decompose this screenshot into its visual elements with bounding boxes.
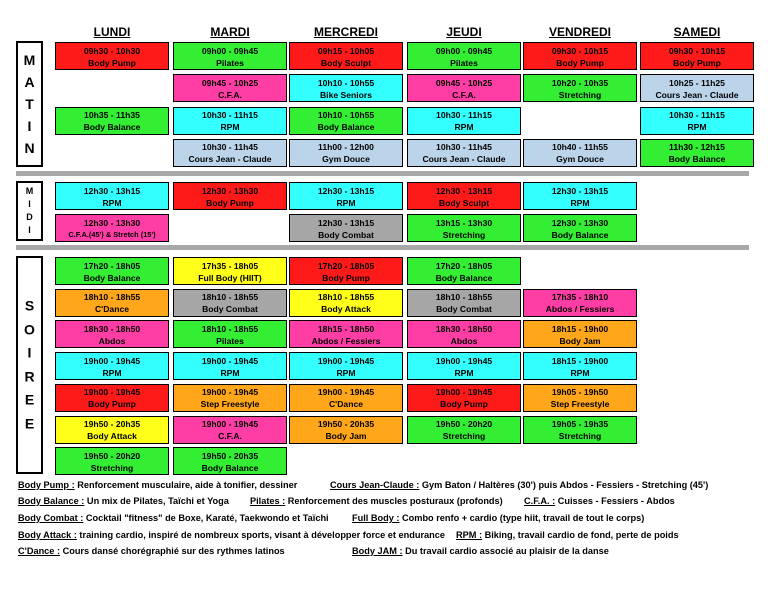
class-slot <box>407 416 521 444</box>
class-name: Body Balance <box>201 462 259 473</box>
class-name: C'Dance <box>94 304 130 315</box>
class-slot <box>523 320 637 348</box>
class-time: 10h30 - 11h45 <box>436 142 492 153</box>
class-time: 12h30 - 13h15 <box>551 185 609 196</box>
period-letter: I <box>28 199 31 209</box>
class-name: Body Balance <box>83 122 141 133</box>
class-slot <box>640 74 754 102</box>
class-name: Body Balance <box>668 154 726 165</box>
legend-description: Cuisses - Fessiers - Abdos <box>555 496 675 506</box>
class-slot <box>523 214 637 242</box>
class-time: 19h50 - 20h35 <box>317 419 375 429</box>
class-slot <box>407 384 521 412</box>
class-name: Body Balance <box>317 122 375 133</box>
class-slot <box>289 320 403 348</box>
class-name: Bike Seniors <box>319 89 373 100</box>
class-name: Body Balance <box>435 272 493 283</box>
class-time: 09h45 - 10h25 <box>201 77 259 88</box>
class-slot <box>523 352 637 380</box>
legend-key: C.F.A. : <box>524 496 556 506</box>
class-time: 09h30 - 10h15 <box>551 45 609 56</box>
legend-entry <box>524 496 675 506</box>
class-time: 18h15 - 19h00 <box>551 355 609 366</box>
class-name: RPM <box>687 122 707 133</box>
class-slot <box>289 107 403 135</box>
legend-entry <box>18 513 329 523</box>
class-name: Pilates <box>216 335 244 346</box>
period-letter: M <box>25 186 34 196</box>
class-name: Body Balance <box>83 272 141 283</box>
class-time: 19h00 - 19h45 <box>201 387 259 398</box>
class-name: Abdos / Fessiers <box>311 335 381 346</box>
legend-description: Biking, travail cardio de fond, perte de poids <box>482 530 679 540</box>
class-time: 19h50 - 20h20 <box>435 419 493 429</box>
class-time: 10h30 - 11h15 <box>669 110 725 121</box>
legend-key: RPM : <box>456 530 483 540</box>
class-name: Body Jam <box>559 335 601 346</box>
class-name: Step Freestyle <box>200 399 260 410</box>
class-time: 17h20 - 18h05 <box>435 260 493 271</box>
class-slot <box>407 107 521 135</box>
class-slot <box>55 384 169 412</box>
class-time: 18h10 - 18h55 <box>435 292 493 303</box>
class-slot <box>55 416 169 444</box>
class-time: 17h35 - 18h05 <box>201 260 259 271</box>
class-name: C'Dance <box>328 399 364 410</box>
legend-description: Gym Baton / Haltères (30') puis Abdos - Fessiers - Stretching (45') <box>419 480 709 490</box>
class-time: 10h30 - 11h45 <box>202 142 258 153</box>
class-time: 10h30 - 11h15 <box>436 110 492 121</box>
class-slot <box>173 74 287 102</box>
class-name: C.F.A. <box>452 89 476 100</box>
class-time: 19h00 - 19h45 <box>317 355 375 366</box>
class-time: 09h00 - 09h45 <box>435 45 493 56</box>
legend-key: Body JAM : <box>352 546 403 556</box>
legend-key: Pilates : <box>250 496 286 506</box>
period-letter: A <box>24 74 35 90</box>
class-slot <box>407 42 521 70</box>
class-slot <box>55 107 169 135</box>
class-slot <box>289 384 403 412</box>
class-name: Abdos <box>98 335 126 346</box>
class-slot <box>173 384 287 412</box>
class-name: Stretching <box>558 89 602 100</box>
class-slot <box>407 74 521 102</box>
class-time: 12h30 - 13h30 <box>83 217 141 228</box>
legend-description: Cours dansé chorégraphié sur des rythmes latinos <box>60 546 285 556</box>
period-letter: E <box>24 391 35 408</box>
class-name: Body Pump <box>556 57 604 68</box>
legend-entry <box>330 480 708 490</box>
legend-description: Renforcement musculaire, aide à tonifier, dessiner <box>74 480 298 490</box>
class-time: 11h00 - 12h00 <box>318 142 374 153</box>
class-name: Body Pump <box>322 272 370 283</box>
class-slot <box>173 257 287 285</box>
day-header-jeudi: JEUDI <box>446 25 482 39</box>
class-time: 19h50 - 20h20 <box>83 450 141 461</box>
class-time: 11h30 - 12h15 <box>669 142 725 153</box>
class-slot <box>173 139 287 167</box>
period-letter: N <box>24 140 35 156</box>
period-letter: R <box>24 368 35 384</box>
class-slot <box>173 42 287 70</box>
class-time: 18h15 - 19h00 <box>551 323 609 334</box>
class-time: 19h50 - 20h35 <box>201 450 259 461</box>
class-time: 17h20 - 18h05 <box>317 260 375 271</box>
class-slot <box>407 352 521 380</box>
legend-entry <box>18 480 297 490</box>
legend-key: Body Balance : <box>18 496 85 506</box>
class-slot <box>289 214 403 242</box>
class-time: 10h25 - 11h25 <box>669 77 725 88</box>
legend-key: Full Body : <box>352 513 400 523</box>
class-time: 09h30 - 10h30 <box>83 45 141 56</box>
legend-entry <box>352 546 609 556</box>
day-header-vendredi: VENDREDI <box>548 25 611 39</box>
period-letter: E <box>24 415 35 431</box>
class-time: 19h00 - 19h45 <box>317 387 375 398</box>
class-slot <box>55 320 169 348</box>
class-name: RPM <box>454 367 474 378</box>
class-slot <box>289 182 403 210</box>
class-time: 13h15 - 13h30 <box>435 217 493 228</box>
class-slot <box>523 74 637 102</box>
legend-description: Cocktail "fitness" de Boxe, Karaté, Taekwondo et Taïchi <box>83 513 329 523</box>
separator-matin-midi <box>16 171 749 176</box>
period-letter: I <box>27 344 32 361</box>
class-slot <box>173 182 287 210</box>
day-header-mardi: MARDI <box>210 25 250 39</box>
class-name: Body Pump <box>673 57 721 68</box>
class-time: 17h20 - 18h05 <box>83 260 141 271</box>
class-name: Body Attack <box>87 431 137 441</box>
class-name: Cours Jean - Claude <box>422 154 506 165</box>
class-time: 18h15 - 18h50 <box>317 323 375 334</box>
class-time: 18h30 - 18h50 <box>83 323 141 334</box>
class-name: Body Attack <box>321 304 371 315</box>
class-name: Abdos <box>450 335 478 346</box>
legend-description: Renforcement des muscles posturaux (profonds) <box>285 496 503 506</box>
class-time: 19h00 - 19h45 <box>201 419 259 429</box>
class-name: Body Combat <box>318 229 374 240</box>
legend-entry <box>352 513 644 523</box>
period-soiree-label <box>18 295 41 436</box>
class-name: Step Freestyle <box>550 399 610 410</box>
period-letter: T <box>25 96 34 112</box>
class-slot <box>640 107 754 135</box>
class-slot <box>289 289 403 317</box>
class-name: Body Combat <box>436 304 492 315</box>
class-time: 12h30 - 13h15 <box>317 185 375 196</box>
class-slot <box>407 257 521 285</box>
class-name: RPM <box>336 197 356 208</box>
class-name: Gym Douce <box>322 154 370 165</box>
class-name: Body Pump <box>88 399 136 410</box>
legend-key: Body Attack : <box>18 530 77 540</box>
period-midi-label <box>18 185 41 237</box>
class-name: Cours Jean - Claude <box>188 154 272 165</box>
class-name: Body Sculpt <box>438 197 490 208</box>
period-letter: I <box>28 225 31 235</box>
class-name: Body Combat <box>202 304 258 315</box>
class-name: RPM <box>102 367 122 378</box>
class-slot <box>173 320 287 348</box>
class-name: RPM <box>570 367 590 378</box>
legend-key: Body Pump : <box>18 480 75 490</box>
class-time: 19h00 - 19h45 <box>201 355 259 366</box>
period-letter: M <box>23 52 36 68</box>
class-slot <box>289 416 403 444</box>
class-time: 19h00 - 19h45 <box>435 387 493 398</box>
class-slot <box>407 139 521 167</box>
class-slot <box>640 139 754 167</box>
class-name: RPM <box>102 197 122 208</box>
class-slot <box>173 352 287 380</box>
day-header-lundi: LUNDI <box>93 25 131 39</box>
period-matin <box>16 41 43 167</box>
class-name: Stretching <box>442 229 486 240</box>
class-name: Body Balance <box>551 229 609 240</box>
class-name: Stretching <box>442 431 486 441</box>
class-slot <box>55 214 169 242</box>
day-header-mercredi: MERCREDI <box>313 25 378 39</box>
legend-entry <box>250 496 503 506</box>
class-name: Body Jam <box>325 431 367 441</box>
legend-description: Du travail cardio associé au plaisir de la danse <box>402 546 609 556</box>
class-slot <box>523 182 637 210</box>
class-time: 10h30 - 11h15 <box>202 110 258 121</box>
class-name: Body Sculpt <box>320 57 372 68</box>
class-slot <box>173 289 287 317</box>
legend-entry <box>18 530 445 540</box>
class-slot <box>523 289 637 317</box>
legend-entry <box>18 496 229 506</box>
class-slot <box>407 214 521 242</box>
class-slot <box>407 182 521 210</box>
class-slot <box>289 74 403 102</box>
class-time: 09h30 - 10h15 <box>668 45 726 56</box>
period-soiree <box>16 256 43 474</box>
class-time: 09h15 - 10h05 <box>317 45 375 56</box>
class-time: 10h40 - 11h55 <box>552 142 608 153</box>
class-time: 18h10 - 18h55 <box>317 292 375 303</box>
class-name: RPM <box>336 367 356 378</box>
class-time: 09h00 - 09h45 <box>201 45 259 56</box>
class-time: 18h30 - 18h50 <box>435 323 493 334</box>
class-slot <box>523 42 637 70</box>
class-name: Full Body (HIIT) <box>198 272 262 283</box>
class-name: RPM <box>220 122 240 133</box>
class-time: 18h10 - 18h55 <box>83 292 141 303</box>
class-name: Gym Douce <box>556 154 604 165</box>
class-slot <box>55 42 169 70</box>
class-time: 12h30 - 13h15 <box>83 185 141 196</box>
class-name: Body Pump <box>440 399 488 410</box>
separator-midi-soiree <box>16 245 749 250</box>
class-time: 18h10 - 18h55 <box>201 292 259 303</box>
class-name: Body Pump <box>206 197 254 208</box>
class-time: 10h20 - 10h35 <box>551 77 609 88</box>
class-time: 12h30 - 13h30 <box>201 185 259 196</box>
class-time: 12h30 - 13h15 <box>435 185 493 196</box>
legend-key: C'Dance : <box>18 546 61 556</box>
period-letter: O <box>24 321 35 337</box>
class-name: Cours Jean - Claude <box>655 89 739 100</box>
legend-key: Cours Jean-Claude : <box>330 480 420 490</box>
class-slot <box>55 182 169 210</box>
class-slot <box>55 352 169 380</box>
class-time: 19h05 - 19h50 <box>551 387 609 398</box>
legend-description: Combo renfo + cardio (type hiit, travail de tout le corps) <box>399 513 645 523</box>
class-name: C.F.A.(45') & Stretch (15') <box>68 229 156 239</box>
class-time: 18h10 - 18h55 <box>201 323 259 334</box>
class-time: 12h30 - 13h30 <box>551 217 609 228</box>
class-time: 10h10 - 10h55 <box>317 110 375 121</box>
period-matin-label <box>18 49 41 159</box>
class-slot <box>289 139 403 167</box>
class-time: 19h00 - 19h45 <box>83 387 141 398</box>
class-time: 09h45 - 10h25 <box>435 77 493 88</box>
class-time: 19h05 - 19h35 <box>551 419 609 429</box>
legend-entry <box>18 546 285 556</box>
class-name: RPM <box>454 122 474 133</box>
class-name: Abdos / Fessiers <box>545 304 615 315</box>
class-slot <box>55 257 169 285</box>
class-name: C.F.A. <box>218 89 242 100</box>
legend-description: training cardio, inspiré de nombreux sports, visant à développer force et endurance <box>76 530 445 540</box>
class-slot <box>173 416 287 444</box>
class-slot <box>173 447 287 475</box>
legend-description: Un mix de Pilates, Taïchi et Yoga <box>84 496 229 506</box>
class-name: Body Pump <box>88 57 136 68</box>
class-slot <box>640 42 754 70</box>
class-slot <box>407 289 521 317</box>
class-slot <box>289 352 403 380</box>
class-slot <box>407 320 521 348</box>
class-slot <box>523 139 637 167</box>
day-header-samedi: SAMEDI <box>673 25 721 39</box>
class-slot <box>55 447 169 475</box>
class-slot <box>523 384 637 412</box>
class-name: Pilates <box>450 57 478 68</box>
class-name: Stretching <box>90 462 134 473</box>
class-slot <box>173 107 287 135</box>
class-time: 19h00 - 19h45 <box>435 355 493 366</box>
class-slot <box>523 416 637 444</box>
class-name: C.F.A. <box>218 431 242 441</box>
class-name: Stretching <box>558 431 602 441</box>
legend-entry <box>456 530 679 540</box>
class-name: Pilates <box>216 57 244 68</box>
class-slot <box>55 289 169 317</box>
period-letter: D <box>26 212 33 222</box>
period-letter: S <box>24 297 35 314</box>
class-time: 10h10 - 10h55 <box>317 77 375 88</box>
class-time: 12h30 - 13h15 <box>317 217 375 228</box>
class-time: 19h00 - 19h45 <box>83 355 141 366</box>
class-time: 19h50 - 20h35 <box>83 419 141 429</box>
class-name: RPM <box>570 197 590 208</box>
period-midi <box>16 181 43 241</box>
class-slot <box>289 42 403 70</box>
legend-key: Body Combat : <box>18 513 84 523</box>
class-slot <box>289 257 403 285</box>
class-time: 10h35 - 11h35 <box>84 110 140 121</box>
period-letter: I <box>27 118 32 134</box>
class-name: RPM <box>220 367 240 378</box>
class-time: 17h35 - 18h10 <box>551 292 609 303</box>
